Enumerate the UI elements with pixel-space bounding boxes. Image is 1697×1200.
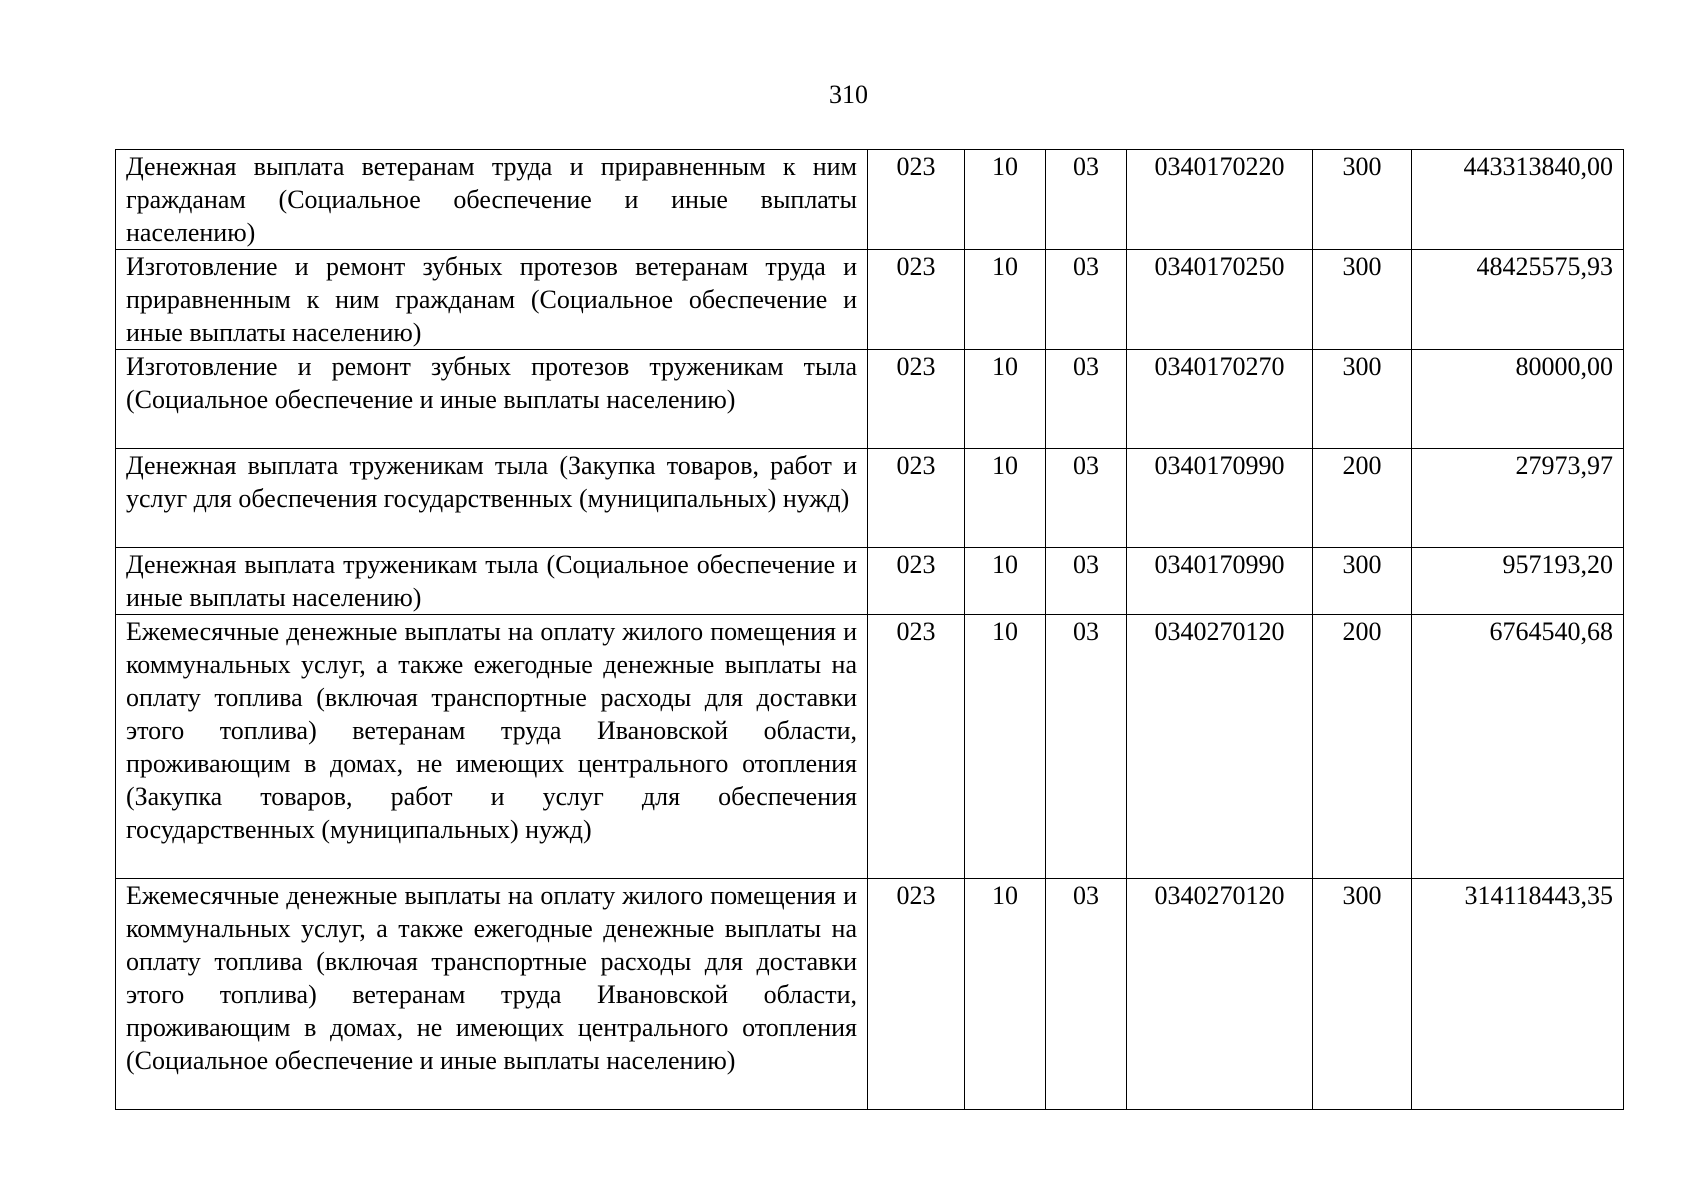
ministry-code: 023 xyxy=(868,615,965,879)
row-description: Денежная выплата труженикам тыла (Закупка товаров, работ и услуг для обеспечения государственных (муниципальных) нужд) xyxy=(116,449,868,548)
row-description: Изготовление и ремонт зубных протезов труженикам тыла (Социальное обеспечение и иные выплаты населению) xyxy=(116,350,868,449)
expense-type-code: 200 xyxy=(1313,449,1412,548)
section-code: 10 xyxy=(965,615,1046,879)
subsection-code: 03 xyxy=(1046,250,1127,350)
budget-table xyxy=(115,149,1624,1110)
expense-type-code: 300 xyxy=(1313,879,1412,1110)
table-row xyxy=(116,150,1624,250)
row-description: Денежная выплата труженикам тыла (Социальное обеспечение и иные выплаты населению) xyxy=(116,548,868,615)
subsection-code: 03 xyxy=(1046,449,1127,548)
section-code: 10 xyxy=(965,250,1046,350)
expense-type-code: 200 xyxy=(1313,615,1412,879)
table-row xyxy=(116,879,1624,1110)
target-article-code: 0340170250 xyxy=(1127,250,1313,350)
target-article-code: 0340270120 xyxy=(1127,615,1313,879)
target-article-code: 0340270120 xyxy=(1127,879,1313,1110)
table-row xyxy=(116,548,1624,615)
section-code: 10 xyxy=(965,449,1046,548)
amount: 957193,20 xyxy=(1412,548,1624,615)
ministry-code: 023 xyxy=(868,250,965,350)
ministry-code: 023 xyxy=(868,150,965,250)
subsection-code: 03 xyxy=(1046,150,1127,250)
expense-type-code: 300 xyxy=(1313,350,1412,449)
amount: 6764540,68 xyxy=(1412,615,1624,879)
ministry-code: 023 xyxy=(868,879,965,1110)
row-description: Ежемесячные денежные выплаты на оплату жилого помещения и коммунальных услуг, а также ежегодные денежные выплаты на оплату топлива (включая транспортные расходы для доставки этого топлива) ветеранам труда Ивановской области, проживающим в домах, не имеющих центрального отопления (Социальное обеспечение и иные выплаты населению) xyxy=(116,879,868,1110)
subsection-code: 03 xyxy=(1046,350,1127,449)
target-article-code: 0340170990 xyxy=(1127,449,1313,548)
amount: 48425575,93 xyxy=(1412,250,1624,350)
table-row xyxy=(116,350,1624,449)
table-row xyxy=(116,615,1624,879)
page-number: 310 xyxy=(829,80,868,109)
expense-type-code: 300 xyxy=(1313,548,1412,615)
expense-type-code: 300 xyxy=(1313,250,1412,350)
ministry-code: 023 xyxy=(868,548,965,615)
row-description: Изготовление и ремонт зубных протезов ветеранам труда и приравненным к ним гражданам (Социальное обеспечение и иные выплаты населению) xyxy=(116,250,868,350)
subsection-code: 03 xyxy=(1046,548,1127,615)
section-code: 10 xyxy=(965,879,1046,1110)
target-article-code: 0340170990 xyxy=(1127,548,1313,615)
amount: 80000,00 xyxy=(1412,350,1624,449)
ministry-code: 023 xyxy=(868,350,965,449)
ministry-code: 023 xyxy=(868,449,965,548)
target-article-code: 0340170220 xyxy=(1127,150,1313,250)
expense-type-code: 300 xyxy=(1313,150,1412,250)
amount: 314118443,35 xyxy=(1412,879,1624,1110)
target-article-code: 0340170270 xyxy=(1127,350,1313,449)
amount: 27973,97 xyxy=(1412,449,1624,548)
subsection-code: 03 xyxy=(1046,615,1127,879)
amount: 443313840,00 xyxy=(1412,150,1624,250)
section-code: 10 xyxy=(965,350,1046,449)
row-description: Денежная выплата ветеранам труда и приравненным к ним гражданам (Социальное обеспечение и иные выплаты населению) xyxy=(116,150,868,250)
table-row xyxy=(116,250,1624,350)
subsection-code: 03 xyxy=(1046,879,1127,1110)
table-row xyxy=(116,449,1624,548)
section-code: 10 xyxy=(965,548,1046,615)
row-description: Ежемесячные денежные выплаты на оплату жилого помещения и коммунальных услуг, а также ежегодные денежные выплаты на оплату топлива (включая транспортные расходы для доставки этого топлива) ветеранам труда Ивановской области, проживающим в домах, не имеющих центрального отопления (Закупка товаров, работ и услуг для обеспечения государственных (муниципальных) нужд) xyxy=(116,615,868,879)
section-code: 10 xyxy=(965,150,1046,250)
